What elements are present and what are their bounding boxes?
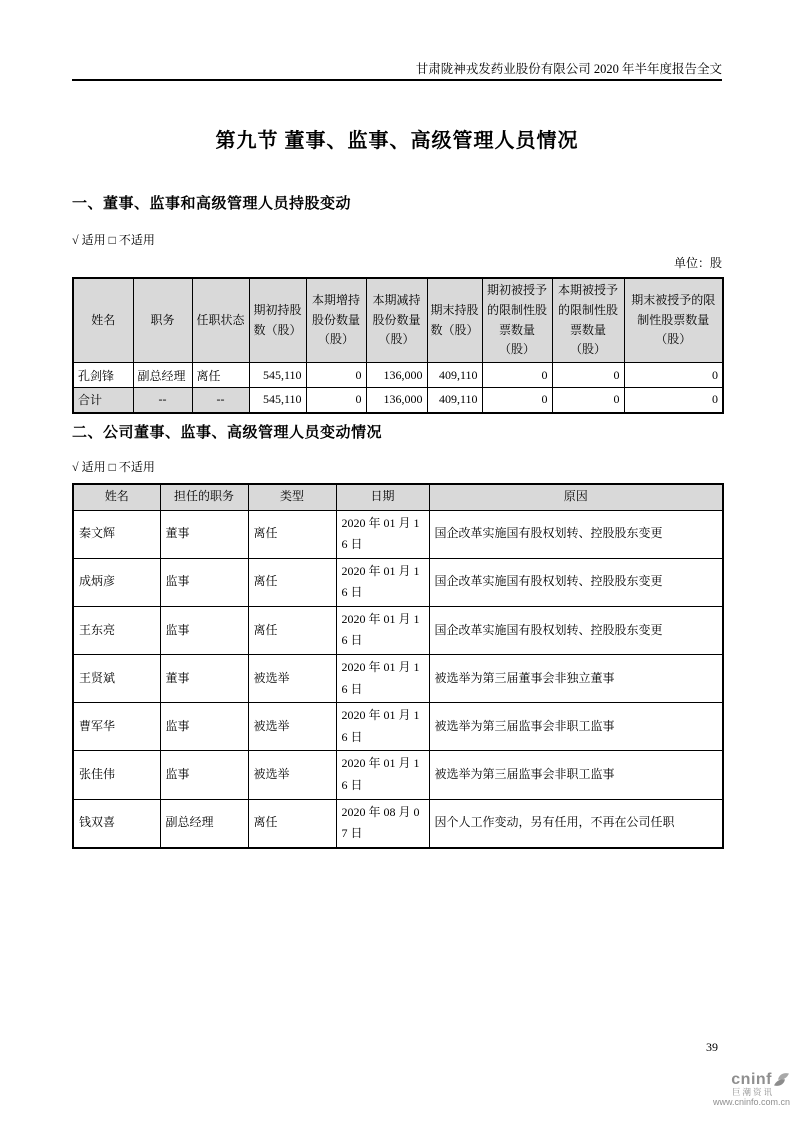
table-cell: 曹军华	[73, 703, 160, 751]
table-cell: 0	[552, 363, 624, 388]
column-header: 原因	[429, 484, 723, 510]
table-cell: 2020 年 01 月 16 日	[336, 703, 429, 751]
table-cell: 秦文辉	[73, 510, 160, 558]
table-cell: 2020 年 01 月 16 日	[336, 510, 429, 558]
table-cell: 张佳伟	[73, 751, 160, 799]
table-cell: 监事	[160, 558, 248, 606]
table-cell: 成炳彦	[73, 558, 160, 606]
running-header: 甘肃陇神戎发药业股份有限公司 2020 年半年度报告全文	[415, 62, 722, 76]
table-row	[73, 799, 723, 848]
table-cell: 监事	[160, 703, 248, 751]
table-cell: 被选举为第三届监事会非职工监事	[429, 751, 723, 799]
personnel-change-table	[72, 483, 724, 849]
table-row	[73, 751, 723, 799]
column-header: 姓名	[73, 484, 160, 510]
cninfo-logo-text: cninf	[731, 1071, 772, 1088]
column-header: 期末被授予的限制性股票数量（股）	[624, 278, 723, 363]
column-header: 本期减持股份数量（股）	[366, 278, 427, 363]
cninfo-logo-subtext: 巨潮资讯	[731, 1086, 774, 1097]
section1-applicability: √ 适用 □ 不适用	[72, 233, 155, 247]
table-row	[73, 388, 723, 413]
section2-heading: 二、公司董事、监事、高级管理人员变动情况	[72, 425, 383, 441]
table-cell: 因个人工作变动，另有任用，不再在公司任职	[429, 799, 723, 848]
table-cell: 孔剑锋	[73, 363, 133, 388]
table-header-row	[73, 484, 723, 510]
column-header: 职务	[133, 278, 192, 363]
table-cell: 离任	[192, 363, 249, 388]
table-cell: 被选举	[248, 655, 336, 703]
table-cell: 董事	[160, 510, 248, 558]
table-row	[73, 510, 723, 558]
table-cell: 董事	[160, 655, 248, 703]
shareholding-change-table	[72, 277, 724, 414]
column-header: 任职状态	[192, 278, 249, 363]
table-cell: 2020 年 01 月 16 日	[336, 606, 429, 654]
table-cell: 王东亮	[73, 606, 160, 654]
cninfo-logo-url: www.cninfo.com.cn	[712, 1096, 790, 1107]
table-cell: 0	[306, 363, 366, 388]
column-header: 期初被授予的限制性股票数量（股）	[482, 278, 552, 363]
table-cell: 0	[624, 388, 723, 413]
table-cell: 2020 年 01 月 16 日	[336, 751, 429, 799]
column-header: 本期被授予的限制性股票数量（股）	[552, 278, 624, 363]
column-header: 类型	[248, 484, 336, 510]
table-cell: 409,110	[427, 388, 482, 413]
table-cell: 0	[552, 388, 624, 413]
table-cell: 合计	[73, 388, 133, 413]
table-cell: 被选举	[248, 751, 336, 799]
column-header: 日期	[336, 484, 429, 510]
cninfo-logo-row	[690, 1071, 790, 1089]
table-cell: 409,110	[427, 363, 482, 388]
table-cell: 0	[482, 388, 552, 413]
table-cell: 离任	[248, 558, 336, 606]
table-row	[73, 703, 723, 751]
column-header: 担任的职务	[160, 484, 248, 510]
table-cell: --	[133, 388, 192, 413]
cninfo-logo	[690, 1071, 790, 1108]
table-cell: 监事	[160, 751, 248, 799]
table-cell: 545,110	[249, 388, 306, 413]
table-cell: 0	[306, 388, 366, 413]
table-cell: 监事	[160, 606, 248, 654]
table-cell: 国企改革实施国有股权划转、控股股东变更	[429, 510, 723, 558]
unit-label: 单位：股	[673, 256, 722, 270]
table-cell: 2020 年 01 月 16 日	[336, 558, 429, 606]
table-header-row	[73, 278, 723, 363]
table-row	[73, 655, 723, 703]
table-cell: 545,110	[249, 363, 306, 388]
table-cell: 2020 年 08 月 07 日	[336, 799, 429, 848]
table-cell: 副总经理	[133, 363, 192, 388]
cninfo-swirl-icon	[773, 1071, 790, 1088]
page-title: 第九节 董事、监事、高级管理人员情况	[215, 130, 579, 152]
table-cell: 离任	[248, 799, 336, 848]
column-header: 本期增持股份数量（股）	[306, 278, 366, 363]
table-cell: 被选举为第三届董事会非独立董事	[429, 655, 723, 703]
table-cell: 离任	[248, 606, 336, 654]
column-header: 姓名	[73, 278, 133, 363]
table-cell: 钱双喜	[73, 799, 160, 848]
table-cell: 0	[482, 363, 552, 388]
column-header: 期初持股数（股）	[249, 278, 306, 363]
table-cell: --	[192, 388, 249, 413]
table-cell: 被选举	[248, 703, 336, 751]
section2-applicability: √ 适用 □ 不适用	[72, 460, 155, 474]
table-cell: 副总经理	[160, 799, 248, 848]
table-cell: 0	[624, 363, 723, 388]
table-row	[73, 558, 723, 606]
table-row	[73, 606, 723, 654]
table-cell: 国企改革实施国有股权划转、控股股东变更	[429, 606, 723, 654]
header-rule	[72, 79, 722, 81]
table-cell: 2020 年 01 月 16 日	[336, 655, 429, 703]
table-cell: 136,000	[366, 388, 427, 413]
section1-heading: 一、董事、监事和高级管理人员持股变动	[72, 196, 352, 212]
table-cell: 国企改革实施国有股权划转、控股股东变更	[429, 558, 723, 606]
table-cell: 136,000	[366, 363, 427, 388]
table-row	[73, 363, 723, 388]
table-cell: 王贤斌	[73, 655, 160, 703]
table-cell: 被选举为第三届监事会非职工监事	[429, 703, 723, 751]
column-header: 期末持股数（股）	[427, 278, 482, 363]
page-number: 39	[706, 1040, 718, 1054]
table-cell: 离任	[248, 510, 336, 558]
